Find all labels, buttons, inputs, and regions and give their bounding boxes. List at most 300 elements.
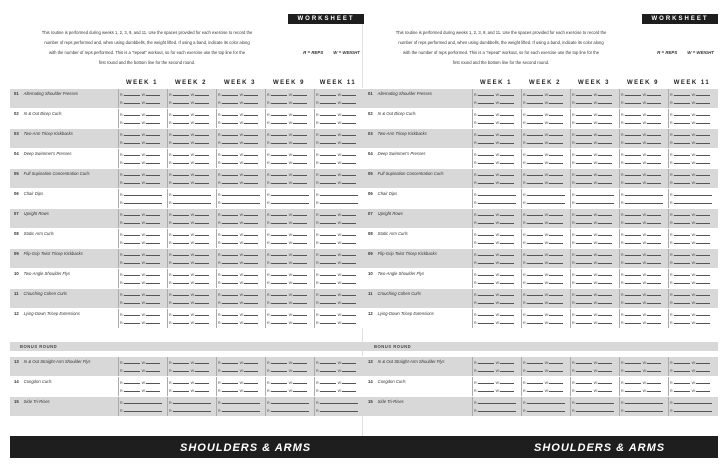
reps-field[interactable]	[271, 273, 287, 276]
weight-field[interactable]	[244, 241, 258, 244]
reps-field[interactable]	[478, 221, 494, 224]
weight-field[interactable]	[195, 253, 209, 256]
weight-field[interactable]	[598, 361, 612, 364]
weight-field[interactable]	[146, 233, 160, 236]
weight-field[interactable]	[696, 101, 710, 104]
weight-field[interactable]	[549, 313, 563, 316]
reps-field[interactable]	[320, 361, 336, 364]
reps-field[interactable]	[222, 369, 238, 372]
reps-field[interactable]	[320, 281, 336, 284]
reps-field[interactable]	[674, 133, 690, 136]
weight-field[interactable]	[500, 241, 514, 244]
reps-field[interactable]	[576, 313, 592, 316]
reps-field[interactable]	[674, 261, 690, 264]
weight-field[interactable]	[647, 141, 661, 144]
weight-field[interactable]	[195, 233, 209, 236]
reps-field[interactable]	[674, 389, 690, 392]
reps-field[interactable]	[124, 273, 140, 276]
reps-field[interactable]	[173, 233, 189, 236]
weight-field[interactable]	[549, 301, 563, 304]
weight-field[interactable]	[647, 273, 661, 276]
reps-field[interactable]	[625, 173, 641, 176]
reps-field[interactable]	[527, 113, 543, 116]
weight-field[interactable]	[598, 381, 612, 384]
reps-field[interactable]	[222, 361, 238, 364]
reps-field[interactable]	[625, 93, 641, 96]
weight-field[interactable]	[500, 273, 514, 276]
reps-field[interactable]	[173, 301, 189, 304]
weight-field[interactable]	[598, 121, 612, 124]
weight-field[interactable]	[244, 381, 258, 384]
weight-field[interactable]	[293, 253, 307, 256]
reps-field[interactable]	[271, 201, 309, 204]
reps-field[interactable]	[173, 153, 189, 156]
weight-field[interactable]	[647, 161, 661, 164]
weight-field[interactable]	[500, 369, 514, 372]
weight-field[interactable]	[146, 381, 160, 384]
reps-field[interactable]	[320, 409, 358, 412]
weight-field[interactable]	[342, 313, 356, 316]
weight-field[interactable]	[500, 141, 514, 144]
reps-field[interactable]	[222, 181, 238, 184]
reps-field[interactable]	[124, 281, 140, 284]
reps-field[interactable]	[222, 273, 238, 276]
weight-field[interactable]	[195, 241, 209, 244]
weight-field[interactable]	[293, 361, 307, 364]
reps-field[interactable]	[222, 281, 238, 284]
reps-field[interactable]	[576, 301, 592, 304]
weight-field[interactable]	[195, 141, 209, 144]
reps-field[interactable]	[674, 273, 690, 276]
weight-field[interactable]	[293, 213, 307, 216]
reps-field[interactable]	[625, 241, 641, 244]
weight-field[interactable]	[549, 181, 563, 184]
weight-field[interactable]	[696, 261, 710, 264]
weight-field[interactable]	[146, 369, 160, 372]
reps-field[interactable]	[478, 253, 494, 256]
reps-field[interactable]	[173, 141, 189, 144]
weight-field[interactable]	[598, 293, 612, 296]
weight-field[interactable]	[244, 261, 258, 264]
weight-field[interactable]	[244, 213, 258, 216]
reps-field[interactable]	[124, 193, 162, 196]
reps-field[interactable]	[674, 241, 690, 244]
reps-field[interactable]	[527, 101, 543, 104]
weight-field[interactable]	[500, 133, 514, 136]
reps-field[interactable]	[576, 93, 592, 96]
weight-field[interactable]	[549, 241, 563, 244]
weight-field[interactable]	[195, 153, 209, 156]
weight-field[interactable]	[696, 181, 710, 184]
reps-field[interactable]	[478, 301, 494, 304]
reps-field[interactable]	[124, 161, 140, 164]
weight-field[interactable]	[195, 273, 209, 276]
weight-field[interactable]	[244, 233, 258, 236]
weight-field[interactable]	[598, 153, 612, 156]
reps-field[interactable]	[625, 233, 641, 236]
reps-field[interactable]	[576, 173, 592, 176]
reps-field[interactable]	[320, 321, 336, 324]
weight-field[interactable]	[549, 273, 563, 276]
weight-field[interactable]	[195, 389, 209, 392]
reps-field[interactable]	[576, 201, 614, 204]
weight-field[interactable]	[146, 261, 160, 264]
reps-field[interactable]	[124, 101, 140, 104]
weight-field[interactable]	[696, 361, 710, 364]
weight-field[interactable]	[598, 173, 612, 176]
weight-field[interactable]	[549, 173, 563, 176]
reps-field[interactable]	[124, 301, 140, 304]
reps-field[interactable]	[320, 173, 336, 176]
reps-field[interactable]	[222, 141, 238, 144]
weight-field[interactable]	[195, 101, 209, 104]
weight-field[interactable]	[293, 389, 307, 392]
reps-field[interactable]	[576, 253, 592, 256]
reps-field[interactable]	[320, 201, 358, 204]
weight-field[interactable]	[342, 381, 356, 384]
reps-field[interactable]	[173, 101, 189, 104]
reps-field[interactable]	[124, 409, 162, 412]
reps-field[interactable]	[674, 369, 690, 372]
reps-field[interactable]	[320, 401, 358, 404]
weight-field[interactable]	[342, 369, 356, 372]
reps-field[interactable]	[674, 173, 690, 176]
weight-field[interactable]	[598, 161, 612, 164]
reps-field[interactable]	[625, 133, 641, 136]
reps-field[interactable]	[478, 161, 494, 164]
weight-field[interactable]	[549, 161, 563, 164]
weight-field[interactable]	[696, 293, 710, 296]
reps-field[interactable]	[625, 221, 641, 224]
reps-field[interactable]	[527, 221, 543, 224]
weight-field[interactable]	[293, 293, 307, 296]
reps-field[interactable]	[674, 381, 690, 384]
weight-field[interactable]	[146, 113, 160, 116]
reps-field[interactable]	[478, 233, 494, 236]
reps-field[interactable]	[674, 361, 690, 364]
weight-field[interactable]	[549, 133, 563, 136]
reps-field[interactable]	[674, 253, 690, 256]
weight-field[interactable]	[195, 381, 209, 384]
weight-field[interactable]	[500, 181, 514, 184]
reps-field[interactable]	[173, 293, 189, 296]
weight-field[interactable]	[696, 381, 710, 384]
reps-field[interactable]	[674, 233, 690, 236]
reps-field[interactable]	[222, 213, 238, 216]
reps-field[interactable]	[271, 301, 287, 304]
weight-field[interactable]	[549, 153, 563, 156]
reps-field[interactable]	[478, 181, 494, 184]
weight-field[interactable]	[500, 381, 514, 384]
weight-field[interactable]	[500, 321, 514, 324]
reps-field[interactable]	[527, 241, 543, 244]
reps-field[interactable]	[124, 93, 140, 96]
reps-field[interactable]	[527, 281, 543, 284]
weight-field[interactable]	[342, 241, 356, 244]
weight-field[interactable]	[293, 321, 307, 324]
weight-field[interactable]	[647, 313, 661, 316]
weight-field[interactable]	[549, 141, 563, 144]
reps-field[interactable]	[625, 161, 641, 164]
reps-field[interactable]	[674, 153, 690, 156]
reps-field[interactable]	[527, 321, 543, 324]
reps-field[interactable]	[674, 321, 690, 324]
weight-field[interactable]	[146, 293, 160, 296]
reps-field[interactable]	[674, 409, 712, 412]
weight-field[interactable]	[647, 113, 661, 116]
weight-field[interactable]	[342, 301, 356, 304]
reps-field[interactable]	[173, 181, 189, 184]
reps-field[interactable]	[271, 381, 287, 384]
reps-field[interactable]	[222, 161, 238, 164]
weight-field[interactable]	[244, 113, 258, 116]
weight-field[interactable]	[342, 121, 356, 124]
reps-field[interactable]	[271, 93, 287, 96]
weight-field[interactable]	[195, 301, 209, 304]
weight-field[interactable]	[647, 233, 661, 236]
reps-field[interactable]	[320, 101, 336, 104]
reps-field[interactable]	[625, 261, 641, 264]
reps-field[interactable]	[478, 381, 494, 384]
weight-field[interactable]	[500, 121, 514, 124]
reps-field[interactable]	[320, 113, 336, 116]
reps-field[interactable]	[124, 401, 162, 404]
reps-field[interactable]	[576, 401, 614, 404]
weight-field[interactable]	[696, 313, 710, 316]
weight-field[interactable]	[146, 241, 160, 244]
reps-field[interactable]	[674, 281, 690, 284]
reps-field[interactable]	[124, 113, 140, 116]
weight-field[interactable]	[696, 389, 710, 392]
reps-field[interactable]	[320, 193, 358, 196]
weight-field[interactable]	[500, 281, 514, 284]
weight-field[interactable]	[647, 281, 661, 284]
reps-field[interactable]	[674, 301, 690, 304]
reps-field[interactable]	[124, 253, 140, 256]
weight-field[interactable]	[500, 173, 514, 176]
reps-field[interactable]	[478, 133, 494, 136]
weight-field[interactable]	[598, 241, 612, 244]
reps-field[interactable]	[576, 193, 614, 196]
reps-field[interactable]	[527, 293, 543, 296]
weight-field[interactable]	[598, 141, 612, 144]
reps-field[interactable]	[271, 193, 309, 196]
reps-field[interactable]	[320, 93, 336, 96]
reps-field[interactable]	[222, 381, 238, 384]
reps-field[interactable]	[124, 153, 140, 156]
weight-field[interactable]	[342, 93, 356, 96]
weight-field[interactable]	[647, 153, 661, 156]
reps-field[interactable]	[222, 241, 238, 244]
weight-field[interactable]	[598, 101, 612, 104]
reps-field[interactable]	[576, 181, 592, 184]
reps-field[interactable]	[576, 381, 592, 384]
reps-field[interactable]	[222, 193, 260, 196]
reps-field[interactable]	[527, 233, 543, 236]
reps-field[interactable]	[271, 153, 287, 156]
reps-field[interactable]	[271, 133, 287, 136]
weight-field[interactable]	[195, 221, 209, 224]
reps-field[interactable]	[674, 293, 690, 296]
reps-field[interactable]	[576, 161, 592, 164]
reps-field[interactable]	[478, 101, 494, 104]
reps-field[interactable]	[674, 121, 690, 124]
weight-field[interactable]	[293, 93, 307, 96]
reps-field[interactable]	[625, 381, 641, 384]
reps-field[interactable]	[527, 409, 565, 412]
weight-field[interactable]	[146, 213, 160, 216]
reps-field[interactable]	[625, 281, 641, 284]
reps-field[interactable]	[124, 121, 140, 124]
weight-field[interactable]	[500, 301, 514, 304]
weight-field[interactable]	[244, 181, 258, 184]
weight-field[interactable]	[598, 273, 612, 276]
reps-field[interactable]	[173, 313, 189, 316]
reps-field[interactable]	[674, 201, 712, 204]
weight-field[interactable]	[244, 369, 258, 372]
weight-field[interactable]	[549, 121, 563, 124]
reps-field[interactable]	[320, 313, 336, 316]
weight-field[interactable]	[598, 93, 612, 96]
reps-field[interactable]	[527, 313, 543, 316]
reps-field[interactable]	[576, 133, 592, 136]
reps-field[interactable]	[478, 213, 494, 216]
reps-field[interactable]	[674, 93, 690, 96]
reps-field[interactable]	[222, 321, 238, 324]
reps-field[interactable]	[222, 153, 238, 156]
reps-field[interactable]	[124, 141, 140, 144]
reps-field[interactable]	[625, 201, 663, 204]
weight-field[interactable]	[696, 173, 710, 176]
reps-field[interactable]	[674, 221, 690, 224]
reps-field[interactable]	[527, 389, 543, 392]
weight-field[interactable]	[696, 321, 710, 324]
weight-field[interactable]	[293, 101, 307, 104]
weight-field[interactable]	[293, 113, 307, 116]
weight-field[interactable]	[549, 113, 563, 116]
reps-field[interactable]	[576, 141, 592, 144]
reps-field[interactable]	[222, 253, 238, 256]
reps-field[interactable]	[173, 241, 189, 244]
weight-field[interactable]	[500, 213, 514, 216]
weight-field[interactable]	[244, 161, 258, 164]
weight-field[interactable]	[293, 313, 307, 316]
reps-field[interactable]	[527, 369, 543, 372]
reps-field[interactable]	[478, 141, 494, 144]
reps-field[interactable]	[124, 381, 140, 384]
reps-field[interactable]	[271, 361, 287, 364]
reps-field[interactable]	[674, 213, 690, 216]
weight-field[interactable]	[549, 369, 563, 372]
reps-field[interactable]	[222, 293, 238, 296]
reps-field[interactable]	[478, 361, 494, 364]
weight-field[interactable]	[342, 233, 356, 236]
weight-field[interactable]	[146, 281, 160, 284]
reps-field[interactable]	[625, 293, 641, 296]
reps-field[interactable]	[124, 261, 140, 264]
reps-field[interactable]	[271, 241, 287, 244]
weight-field[interactable]	[195, 369, 209, 372]
reps-field[interactable]	[271, 313, 287, 316]
weight-field[interactable]	[696, 241, 710, 244]
weight-field[interactable]	[647, 361, 661, 364]
weight-field[interactable]	[598, 133, 612, 136]
reps-field[interactable]	[625, 213, 641, 216]
weight-field[interactable]	[342, 293, 356, 296]
reps-field[interactable]	[320, 133, 336, 136]
reps-field[interactable]	[271, 121, 287, 124]
reps-field[interactable]	[576, 113, 592, 116]
weight-field[interactable]	[598, 321, 612, 324]
weight-field[interactable]	[500, 113, 514, 116]
reps-field[interactable]	[222, 401, 260, 404]
weight-field[interactable]	[195, 261, 209, 264]
weight-field[interactable]	[293, 121, 307, 124]
weight-field[interactable]	[696, 369, 710, 372]
reps-field[interactable]	[124, 321, 140, 324]
reps-field[interactable]	[271, 401, 309, 404]
weight-field[interactable]	[244, 313, 258, 316]
weight-field[interactable]	[696, 221, 710, 224]
reps-field[interactable]	[173, 161, 189, 164]
weight-field[interactable]	[549, 293, 563, 296]
reps-field[interactable]	[478, 273, 494, 276]
weight-field[interactable]	[244, 389, 258, 392]
weight-field[interactable]	[696, 301, 710, 304]
weight-field[interactable]	[195, 281, 209, 284]
reps-field[interactable]	[478, 201, 516, 204]
weight-field[interactable]	[146, 389, 160, 392]
weight-field[interactable]	[195, 173, 209, 176]
weight-field[interactable]	[146, 273, 160, 276]
reps-field[interactable]	[173, 201, 211, 204]
reps-field[interactable]	[222, 173, 238, 176]
reps-field[interactable]	[271, 213, 287, 216]
weight-field[interactable]	[647, 173, 661, 176]
weight-field[interactable]	[500, 389, 514, 392]
reps-field[interactable]	[173, 193, 211, 196]
reps-field[interactable]	[478, 313, 494, 316]
weight-field[interactable]	[293, 241, 307, 244]
weight-field[interactable]	[293, 173, 307, 176]
reps-field[interactable]	[478, 153, 494, 156]
weight-field[interactable]	[549, 93, 563, 96]
weight-field[interactable]	[293, 221, 307, 224]
weight-field[interactable]	[342, 173, 356, 176]
weight-field[interactable]	[500, 361, 514, 364]
weight-field[interactable]	[146, 253, 160, 256]
reps-field[interactable]	[478, 173, 494, 176]
weight-field[interactable]	[195, 361, 209, 364]
weight-field[interactable]	[500, 233, 514, 236]
weight-field[interactable]	[549, 253, 563, 256]
reps-field[interactable]	[527, 361, 543, 364]
weight-field[interactable]	[696, 253, 710, 256]
reps-field[interactable]	[271, 141, 287, 144]
weight-field[interactable]	[598, 113, 612, 116]
reps-field[interactable]	[320, 369, 336, 372]
reps-field[interactable]	[222, 101, 238, 104]
reps-field[interactable]	[478, 389, 494, 392]
weight-field[interactable]	[696, 213, 710, 216]
weight-field[interactable]	[342, 141, 356, 144]
weight-field[interactable]	[146, 221, 160, 224]
reps-field[interactable]	[320, 121, 336, 124]
reps-field[interactable]	[320, 213, 336, 216]
weight-field[interactable]	[293, 181, 307, 184]
weight-field[interactable]	[244, 301, 258, 304]
reps-field[interactable]	[173, 121, 189, 124]
